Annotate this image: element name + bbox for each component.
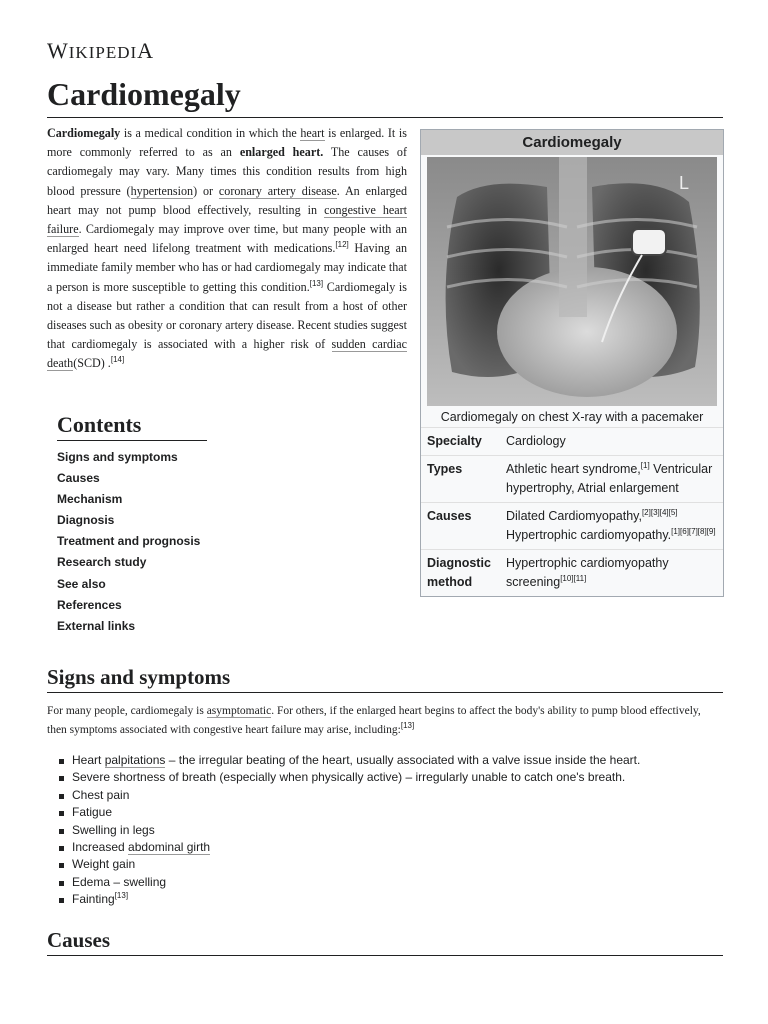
list-item: Swelling in legs [72, 822, 640, 839]
text: The causes of cardiomegaly may vary. Many times this condition results from high blood pressure ( [47, 145, 408, 198]
intro-bold-term: Cardiomegaly [47, 126, 121, 140]
text: Athletic heart syndrome, [506, 462, 641, 476]
citation[interactable]: [2][3][4][5] [641, 507, 678, 517]
row-value: Cardiology [506, 434, 566, 448]
page-title: Cardiomegaly [47, 76, 723, 118]
text: Fainting [72, 892, 115, 907]
infobox-row-diagnostic [421, 549, 723, 596]
citation[interactable]: [10][11] [560, 573, 587, 583]
toc-item-references[interactable]: References [57, 597, 122, 612]
symptoms-list [72, 752, 640, 909]
signs-paragraph [47, 702, 723, 740]
toc-item-external-links[interactable]: External links [57, 618, 136, 633]
link-abdominal-girth[interactable]: abdominal girth [128, 839, 211, 854]
row-value [506, 554, 717, 592]
infobox [420, 129, 724, 597]
text: Hypertrophic cardiomyopathy. [506, 528, 672, 542]
infobox-caption: Cardiomegaly on chest X-ray with a pacemaker [440, 410, 704, 424]
text: Hypertrophic cardiomyopathy screening [506, 556, 669, 589]
logo-letter: W [47, 38, 69, 63]
row-label: Specialty [427, 434, 482, 448]
list-item: Chest pain [72, 787, 640, 804]
text: Cardiomegaly is not a disease but rather a condition that can result from a host of other diseases such as obesity or coronary artery disease. Recent studies suggest that cardiomegaly is associated with a higher risk of [47, 279, 407, 352]
list-item [72, 752, 640, 769]
list-item [72, 891, 640, 908]
text: . For others, if the enlarged heart begins to affect the body's ability to pump blood effectively, then symptoms associated with congestive heart failure may arise, including: [47, 705, 701, 736]
text: . Cardiomegaly may improve over time, but many people with an enlarged heart need lifelong treatment with medications. [47, 222, 407, 256]
text: is enlarged. It is more commonly referred to as an [47, 126, 407, 160]
citation-12[interactable]: [12] [335, 240, 349, 250]
row-label: Types [427, 462, 463, 476]
row-value [506, 460, 717, 498]
text: Dilated Cardiomyopathy, [506, 509, 642, 523]
xray-marker: L [679, 173, 690, 193]
row-label: Diagnostic method [427, 556, 491, 589]
toc-item-diagnosis[interactable]: Diagnosis [57, 513, 115, 528]
list-item: Fatigue [72, 804, 640, 821]
link-heart[interactable]: heart [300, 126, 325, 140]
toc-item-mechanism[interactable]: Mechanism [57, 492, 123, 507]
logo-letter: A [137, 38, 155, 63]
link-hypertension[interactable]: hypertension [130, 183, 194, 198]
toc-item-causes[interactable]: Causes [57, 471, 100, 486]
toc-item-see-also[interactable]: See also [57, 576, 106, 591]
link-asymptomatic[interactable]: asymptomatic [206, 705, 272, 717]
table-of-contents [57, 412, 257, 639]
intro-bold-alias: enlarged heart. [239, 145, 324, 160]
text: Heart [72, 753, 105, 767]
wikipedia-logo[interactable] [47, 38, 154, 64]
chest-xray-image[interactable] [427, 157, 717, 406]
row-value [506, 507, 717, 545]
text: – the irregular beating of the heart, usually associated with a valve issue inside the heart. [165, 753, 641, 767]
toc-heading: Contents [57, 412, 207, 441]
section-heading-causes: Causes [47, 928, 723, 956]
text: (SCD) . [73, 356, 111, 371]
link-palpitations[interactable]: palpitations [104, 753, 166, 767]
xray-graphic [427, 157, 717, 406]
list-item: Edema – swelling [72, 874, 640, 891]
text: Having an immediate family member who has or had cardiomegaly may indicate that a person is more susceptible to getting this condition. [47, 241, 408, 294]
text: . An enlarged heart may not pump blood effectively, resulting in [47, 183, 407, 217]
citation-13[interactable]: [13] [400, 721, 415, 731]
infobox-row-causes [421, 502, 723, 549]
logo-letters: IKIPEDI [68, 43, 138, 62]
text: Ventricular hypertrophy, Atrial enlargement [506, 462, 713, 495]
citation-13[interactable]: [13] [309, 278, 324, 288]
citation[interactable]: [1][6][7][8][9] [671, 526, 716, 536]
text: is a medical condition in which the [120, 126, 301, 140]
citation-14[interactable]: [14] [110, 355, 125, 365]
section-heading-signs: Signs and symptoms [47, 665, 723, 693]
infobox-row-specialty [421, 427, 723, 455]
citation[interactable]: [1] [640, 460, 650, 470]
row-label: Causes [427, 509, 472, 523]
list-item [72, 839, 640, 856]
link-sudden-cardiac-death[interactable]: sudden cardiac death [47, 337, 407, 371]
text: ) or [193, 183, 219, 198]
toc-item-research-study[interactable]: Research study [57, 555, 147, 570]
text: Increased [72, 839, 129, 854]
infobox-row-types [421, 455, 723, 502]
link-coronary-artery-disease[interactable]: coronary artery disease [218, 183, 337, 198]
list-item: Weight gain [72, 856, 640, 873]
text: For many people, cardiomegaly is [47, 705, 207, 717]
toc-item-treatment[interactable]: Treatment and prognosis [57, 534, 201, 549]
citation-13[interactable]: [13] [114, 891, 129, 901]
intro-paragraph [47, 124, 407, 374]
link-congestive-heart-failure[interactable]: congestive heart failure [47, 202, 407, 237]
list-item: Severe shortness of breath (especially when physically active) – irregularly unable to catch one's breath. [72, 769, 640, 786]
infobox-title: Cardiomegaly [421, 130, 723, 155]
toc-item-signs-and-symptoms[interactable]: Signs and symptoms [57, 450, 178, 464]
